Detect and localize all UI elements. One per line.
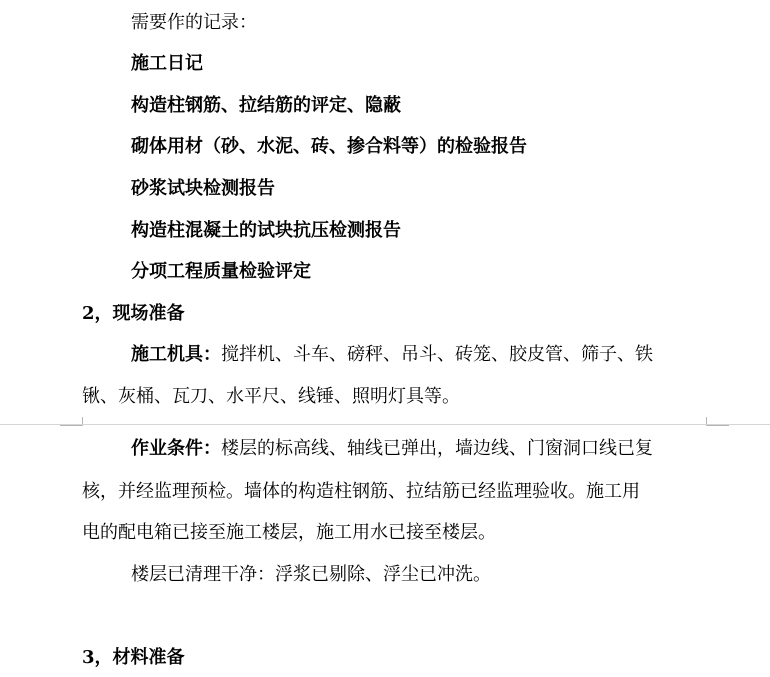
record-item: 砂浆试块检测报告 — [131, 178, 275, 199]
record-item: 构造柱混凝土的试块抗压检测报告 — [131, 220, 401, 241]
conditions-paragraph-line — [131, 437, 653, 461]
records-intro: 需要作的记录： — [131, 12, 257, 33]
machines-text-continued: 锹、灰桶、瓦刀、水平尺、线锤、照明灯具等。 — [82, 386, 460, 407]
section-2-heading: 2，现场准备 — [82, 303, 185, 324]
conditions-text: 楼层的标高线、轴线已弹出，墙边线、门窗洞口线已复 — [221, 438, 653, 459]
section-3-heading: 3，材料准备 — [82, 647, 185, 668]
machines-paragraph-line — [131, 343, 653, 367]
conditions-text-continued: 核，并经监理预检。墙体的构造柱钢筋、拉结筋已经监理验收。施工用 — [82, 481, 640, 502]
record-item: 砌体用材（砂、水泥、砖、掺合料等）的检验报告 — [131, 136, 527, 157]
record-item: 施工日记 — [131, 53, 203, 74]
machines-label: 施工机具： — [131, 344, 221, 365]
cleanup-paragraph: 楼层已清理干净：浮浆已剔除、浮尘已冲洗。 — [131, 564, 491, 585]
conditions-text-continued: 电的配电箱已接至施工楼层，施工用水已接至楼层。 — [82, 522, 496, 543]
record-item: 分项工程质量检验评定 — [131, 261, 311, 282]
page-break-divider — [0, 424, 770, 425]
conditions-label: 作业条件： — [131, 438, 221, 459]
machines-text: 搅拌机、斗车、磅秤、吊斗、砖笼、胶皮管、筛子、铁 — [221, 344, 653, 365]
record-item: 构造柱钢筋、拉结筋的评定、隐蔽 — [131, 95, 401, 116]
